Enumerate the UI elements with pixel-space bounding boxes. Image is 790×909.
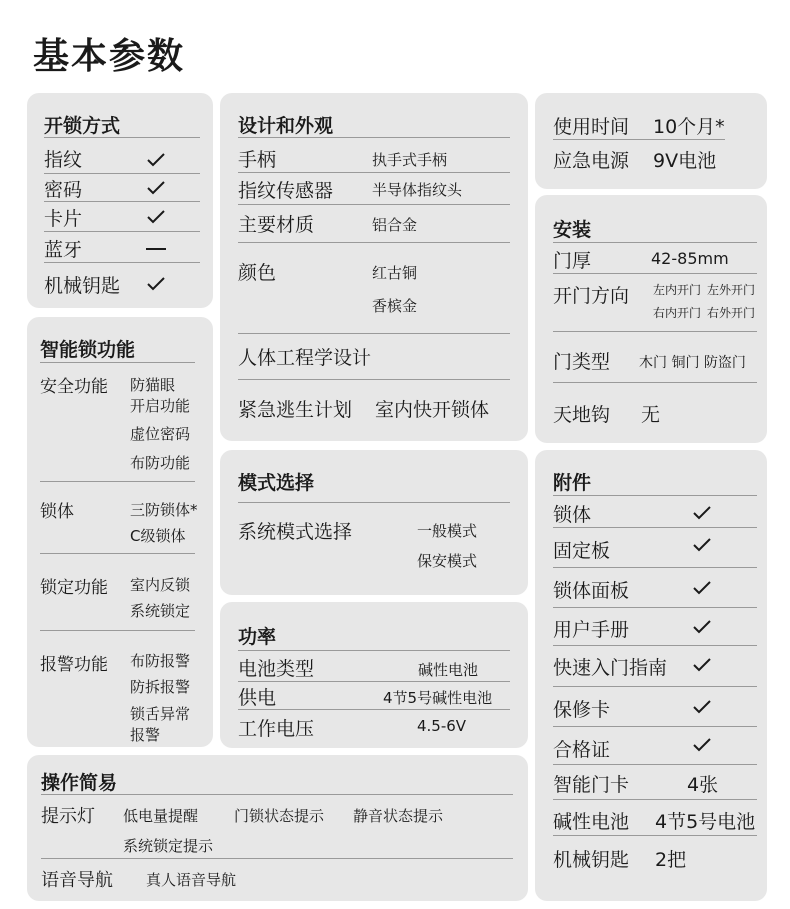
security-1: 防猫眼 [130,376,176,394]
accessory-quick-guide: 快速入门指南 [553,657,668,679]
direction-1: 左内开门 [653,283,702,297]
escape-value: 室内快开锁体 [375,399,490,421]
check-icon [693,738,711,752]
design-card [220,93,528,441]
usage-time-value: 10个月* [653,116,725,138]
supply-value: 4节5号碱性电池 [383,689,493,707]
direction-2: 左外开门 [707,283,756,297]
check-icon [147,210,165,224]
lock-body-2: C级锁体 [130,527,186,545]
battery-type-label: 电池类型 [238,658,315,680]
locking-label: 锁定功能 [40,578,108,598]
alarm-1: 布防报警 [130,652,191,670]
check-icon [693,620,711,634]
mode-value-2: 保安模式 [417,552,478,570]
unlock-item-key: 机械钥匙 [44,275,121,297]
indicator-3: 静音状态提示 [353,807,444,825]
unlock-item-fingerprint: 指纹 [44,149,83,171]
mechanical-key-value: 2把 [655,849,687,871]
accessory-fixing-plate: 固定板 [553,540,611,562]
accessories-heading: 附件 [553,472,592,494]
door-type-value: 木门 铜门 防盗门 [639,355,746,371]
check-icon [693,658,711,672]
alkaline-battery-value: 4节5号电池 [655,811,756,833]
alkaline-battery-label: 碱性电池 [553,811,630,833]
power-heading: 功率 [238,626,277,648]
hook-label: 天地钩 [553,404,611,426]
power-card [220,602,528,748]
locking-2: 系统锁定 [130,602,191,620]
voice-value: 真人语音导航 [146,871,237,889]
indicator-label: 提示灯 [41,806,95,827]
voltage-label: 工作电压 [238,718,315,740]
emergency-power-value: 9V电池 [653,150,717,172]
install-heading: 安装 [553,219,592,241]
thickness-value: 42-85mm [651,249,729,268]
indicator-1: 低电量提醒 [123,807,199,825]
dash-icon [146,248,166,250]
alarm-3: 锁舌异常 [130,705,191,723]
smart-card-label: 智能门卡 [553,774,630,796]
unlock-item-password: 密码 [44,179,83,201]
usage-time-label: 使用时间 [553,116,630,138]
mechanical-key-label: 机械钥匙 [553,849,630,871]
handle-label: 手柄 [238,149,277,171]
design-heading: 设计和外观 [238,115,334,137]
check-icon [693,506,711,520]
thickness-label: 门厚 [553,250,592,272]
smart-card-value: 4张 [687,774,719,796]
locking-1: 室内反锁 [130,576,191,594]
lock-body-label: 锁体 [40,502,74,522]
mode-heading: 模式选择 [238,472,315,494]
color-value-1: 红古铜 [372,264,418,282]
check-icon [693,538,711,552]
material-label: 主要材质 [238,214,315,236]
check-icon [147,277,165,291]
escape-label: 紧急逃生计划 [238,399,353,421]
alarm-4: 报警 [130,726,161,744]
operation-card [27,755,528,901]
indicator-2: 门锁状态提示 [234,807,325,825]
voice-label: 语音导航 [41,870,113,891]
direction-3: 右内开门 [653,306,702,320]
battery-type-value: 碱性电池 [418,661,479,679]
direction-label: 开门方向 [553,285,630,307]
material-value: 铝合金 [372,216,418,234]
mode-label: 系统模式选择 [238,521,353,543]
indicator-4: 系统锁定提示 [123,837,214,855]
direction-4: 右外开门 [707,306,756,320]
mode-card [220,450,528,595]
accessory-warranty-card: 保修卡 [553,699,611,721]
accessory-manual: 用户手册 [553,619,630,641]
security-label: 安全功能 [40,377,108,397]
color-label: 颜色 [238,262,277,284]
voltage-value: 4.5-6V [417,717,467,735]
ergonomic-label: 人体工程学设计 [238,347,372,369]
accessory-certificate: 合格证 [553,739,611,761]
unlock-item-card: 卡片 [44,208,83,230]
sensor-value: 半导体指纹头 [372,181,463,199]
door-type-label: 门类型 [553,351,611,373]
accessory-lock-body: 锁体 [553,504,592,526]
unlock-item-bluetooth: 蓝牙 [44,239,83,261]
handle-value: 执手式手柄 [372,151,448,169]
unlock-heading: 开锁方式 [44,115,121,137]
lock-body-1: 三防锁体* [130,501,198,519]
smart-functions-card [27,317,213,747]
color-value-2: 香槟金 [372,297,418,315]
alarm-2: 防拆报警 [130,678,191,696]
accessories-card [535,450,767,901]
check-icon [693,700,711,714]
hook-value: 无 [641,404,661,426]
check-icon [147,181,165,195]
check-icon [693,581,711,595]
unlock-methods-card [27,93,213,308]
operation-heading: 操作简易 [41,772,118,794]
usage-card [535,93,767,189]
accessory-panel: 锁体面板 [553,580,630,602]
security-3: 虚位密码 [130,425,191,443]
sensor-label: 指纹传感器 [238,180,334,202]
mode-value-1: 一般模式 [417,522,478,540]
supply-label: 供电 [238,687,277,709]
install-card [535,195,767,443]
alarm-label: 报警功能 [40,655,108,675]
smart-heading: 智能锁功能 [40,339,136,361]
security-2: 开启功能 [130,397,191,415]
page-title: 基本参数 [33,36,186,77]
check-icon [147,153,165,167]
emergency-power-label: 应急电源 [553,150,630,172]
security-4: 布防功能 [130,454,191,472]
